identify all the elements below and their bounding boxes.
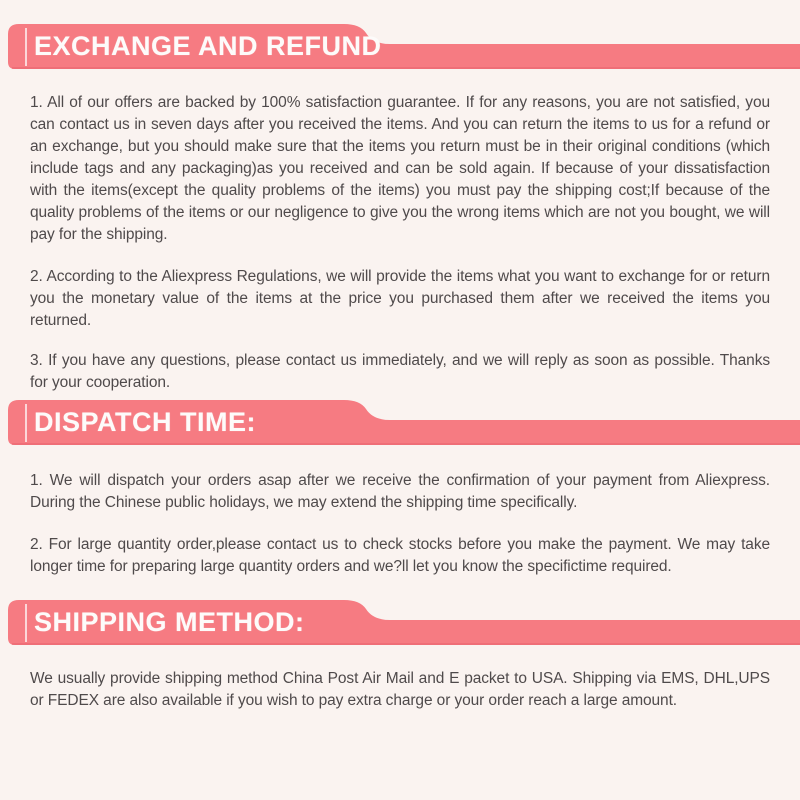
paragraph-dispatch-asap: 1. We will dispatch your orders asap after we receive the confirmation of your payment from Aliexpress. During the Chinese public holidays, we may extend the shipping time specifically. [30,472,770,511]
paragraph-refund-questions: 3. If you have any questions, please contact us immediately, and we will reply as soon as possible. Thanks for your cooperation. [30,352,770,391]
section-body-shipping-method [0,668,800,712]
section-body-exchange-refund [0,92,800,394]
section-body-dispatch-time [0,470,800,578]
section-title-exchange-refund: EXCHANGE AND REFUND [34,30,382,61]
section-title-shipping-method: SHIPPING METHOD: [34,606,305,637]
section-banner-shipping-method [0,596,800,648]
paragraph-shipping-methods: We usually provide shipping method China Post Air Mail and E packet to USA. Shipping via EMS, DHL,UPS or FEDEX are also available if you wish to pay extra charge or your order reach a large amount. [30,670,770,709]
paragraph-refund-regulations: 2. According to the Aliexpress Regulations, we will provide the items what you want to exchange for or return you the monetary value of the items at the price you purchased them after we received the items you returned. [30,268,770,329]
section-title-dispatch-time: DISPATCH TIME: [34,406,256,437]
section-banner-exchange-refund [0,20,800,72]
section-banner-dispatch-time [0,396,800,448]
paragraph-dispatch-large-quantity: 2. For large quantity order,please contact us to check stocks before you make the payment. We may take longer time for preparing large quantity orders and we?ll let you know the specifictime required. [30,536,770,575]
paragraph-refund-guarantee: 1. All of our offers are backed by 100% satisfaction guarantee. If for any reasons, you are not satisfied, you can contact us in seven days after you received the items. And you can return the items to us for a refund or an exchange, but you should make sure that the items you return must be in their original conditions (which include tags and any packaging)as you received and can be sold again. If because of your dissatisfaction with the items(except the quality problems of the items) you must pay the shipping cost;If because of the quality problems of the items or our negligence to give you the wrong items which are not you bought, we will pay for the shipping. [30,94,770,243]
